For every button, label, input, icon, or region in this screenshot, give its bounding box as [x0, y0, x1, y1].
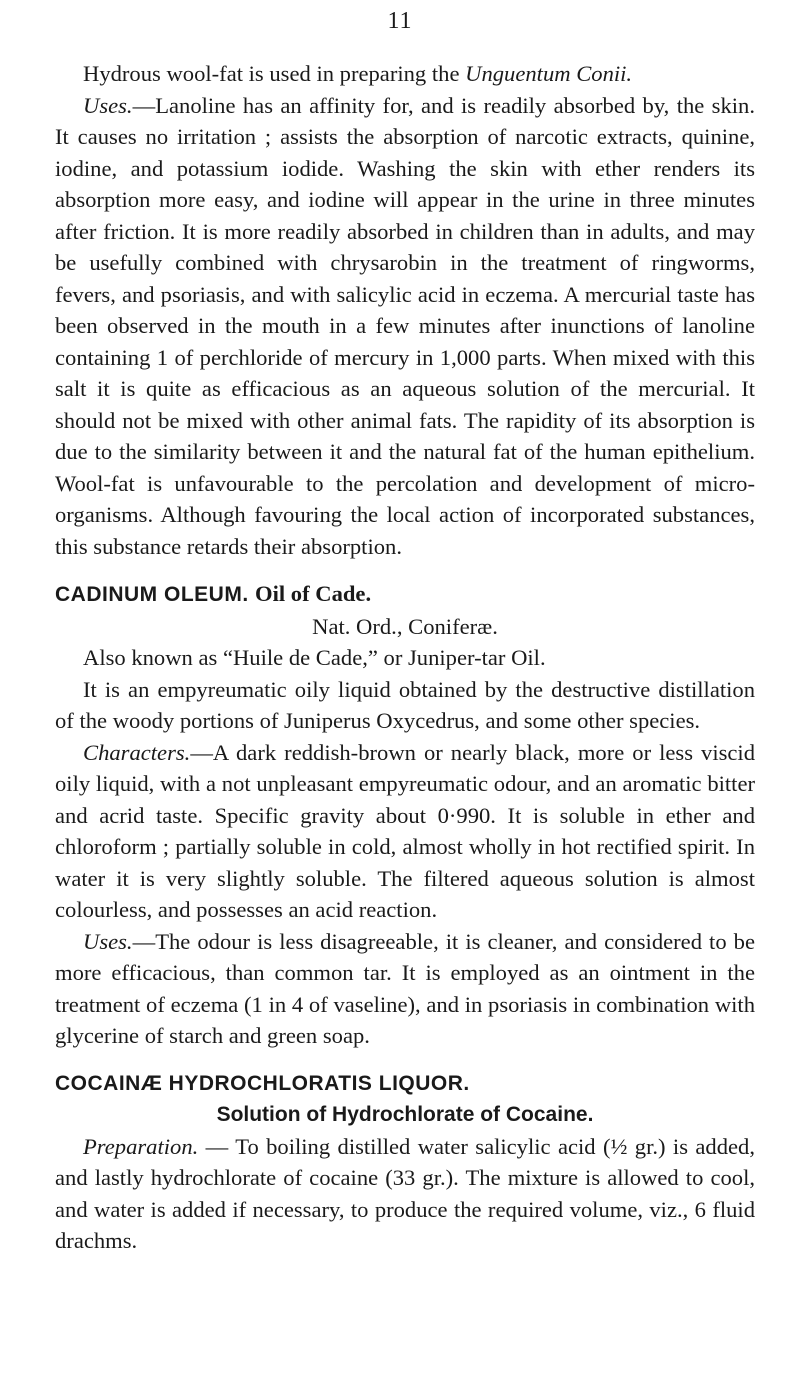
cocaine-preparation-paragraph — [55, 1131, 755, 1257]
unguentum-conii-title: Unguentum Conii. — [465, 61, 633, 86]
lanoline-uses-text: —Lanoline has an affinity for, and is readily absorbed by, the skin. It causes no irritation ; assists the absorption of narcotic extracts, quinine, iodine, and potassium iodide. Washing the skin with ether renders its absorption more easy, and iodine will appear in the urine in three minutes after friction. It is more readily absorbed in children than in adults, and may be usefully combined with chrysarobin in the treatment of ringworms, fevers, and psoriasis, and with salicylic acid in eczema. A mercurial taste has been observed in the mouth in a few minutes after inunctions of lanoline containing 1 of perchloride of mercury in 1,000 parts. When mixed with this salt it is quite as efficacious as an aqueous solution of the mercurial. It should not be mixed with other animal fats. The rapidity of its absorption is due to the similarity between it and the natural fat of the human epithelium. Wool-fat is unfavourable to the percolation and development of micro-organisms. Although favouring the local action of incorporated substances, this substance retards their absorption. — [55, 92, 755, 559]
cocaine-heading: COCAINÆ HYDROCHLORATIS LIQUOR. — [55, 1071, 470, 1095]
cadinum-also-known: Also known as “Huile de Cade,” or Juniper-tar Oil. — [83, 645, 546, 670]
uses-label: Uses. — [83, 928, 133, 954]
cadinum-characters-text: —A dark reddish-brown or nearly black, more or less viscid oily liquid, with a not unpleasant empyreumatic odour, and an aromatic bitter and acrid taste. Specific gravity about 0·990. It is soluble in ether and chloroform ; partially soluble in cold, almost wholly in hot rectified spirit. In water it is very slightly soluble. The filtered aqueous solution is almost colourless, and possesses an acid reaction. — [55, 739, 755, 922]
cadinum-uses-text: —The odour is less disagreeable, it is cleaner, and considered to be more efficacious, than common tar. It is employed as an ointment in the treatment of eczema (1 in 4 of vaseline), and in psoriasis in combination with glycerine of starch and green soap. — [55, 928, 755, 1048]
cadinum-natural-order: Nat. Ord., Coniferæ. — [312, 613, 498, 639]
uses-label: Uses. — [83, 92, 133, 118]
page-number: 11 — [387, 8, 413, 34]
lanoline-uses-paragraph — [55, 90, 755, 563]
cadinum-characters-paragraph — [55, 737, 755, 926]
characters-label: Characters. — [83, 739, 191, 765]
lanoline-preparation-line — [55, 58, 755, 90]
cadinum-description: It is an empyreumatic oily liquid obtained by the destructive distillation of the woody portions of Juniperus Oxycedrus, and some other species. — [55, 676, 755, 733]
page-content — [55, 58, 755, 1257]
preparation-label: Preparation. — [83, 1133, 199, 1159]
lanoline-preparation-text: Hydrous wool-fat is used in preparing the — [83, 61, 466, 86]
cadinum-title: CADINUM OLEUM. — [55, 583, 249, 606]
cadinum-heading — [55, 578, 755, 611]
cocaine-subheading: Solution of Hydrochlorate of Cocaine. — [216, 1103, 594, 1126]
cadinum-uses-paragraph — [55, 926, 755, 1052]
cocaine-preparation-text: — To boiling distilled water salicylic acid (½ gr.) is added, and lastly hydrochlorate of cocaine (33 gr.). The mixture is allowed to cool, and water is added if necessary, to produce the required volume, viz., 6 fluid drachms. — [55, 1133, 755, 1253]
cadinum-common-name: Oil of Cade. — [255, 581, 372, 606]
